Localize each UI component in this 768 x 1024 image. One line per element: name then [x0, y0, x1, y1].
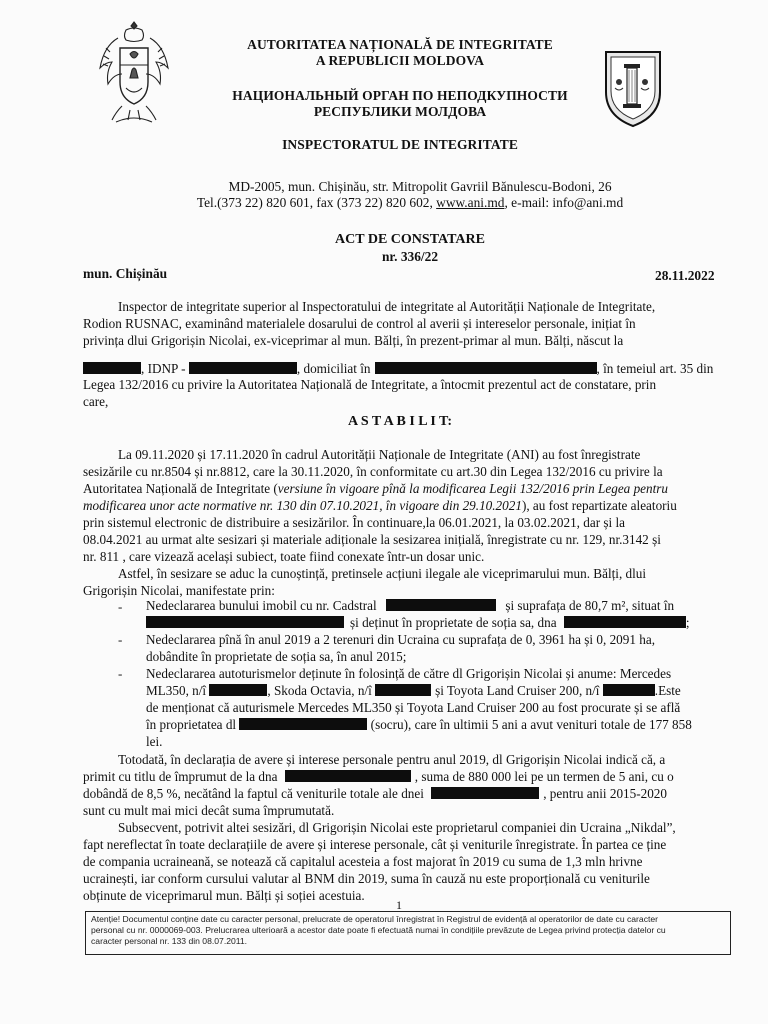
notice-line-3: caracter personal nr. 133 din 08.07.2011. [91, 936, 248, 946]
contacts-email: , e-mail: info@ani.md [504, 195, 624, 210]
p1-line-4: modificarea unor acte normative nr. 130 din 07.10.2021, în vigoare din 29.10.2021), au fost repartizate aleatoriu [83, 498, 677, 513]
p4-line-1: Subsecvent, potrivit altei sesizări, dl Grigorișin Nicolai este proprietarul companiei din Ucraina „Nikdal”, [118, 820, 676, 835]
intro-line-6: care, [83, 394, 109, 409]
bullet-3-line-3: de menționat că auturismele Mercedes ML350 și Toyota Land Cruiser 200 au fost procurate și se află [146, 700, 681, 715]
bullet-dash-1: - [118, 599, 123, 614]
bullet-2-line-1: Nedeclararea pînă în anul 2019 a 2 terenuri din Ucraina cu suprafața de 0, 3961 ha și 0, 2091 ha, [146, 632, 655, 647]
bullet-3-line-5: lei. [146, 734, 163, 749]
p1-line-3: Autoritatea Națională de Integritate (versiune în vigoare pînă la modificarea Legii 132/2016 prin Legea pentru [83, 481, 669, 496]
p3-line-1: Totodată, în declarația de avere și interese personale pentru anul 2019, dl Grigorișin Nicolai indică că, a [118, 752, 666, 767]
p1-line-1: La 09.11.2020 și 17.11.2020 în cadrul Autorității Naționale de Integritate (ANI) au fost înregistrate [118, 447, 641, 462]
bullet-1-line-1: Nedeclararea bunului imobil cu nr. Cadstral și suprafața de 80,7 m², situat în [146, 598, 675, 613]
intro-line-2: Rodion RUSNAC, examinând materialele dosarului de control al averii și intereselor personale, inițiat în [83, 316, 636, 331]
intro-line-1: Inspector de integritate superior al Inspectoratului de integritate al Autorității Naționale de Integritate, [118, 299, 656, 314]
bullet-3-line-4: în proprietatea dl (socru), care în ultimii 5 ani a avut venituri totale de 177 858 [146, 717, 692, 732]
redacted-father-in-law-name [239, 718, 367, 730]
notice-line-1: Atenție! Documentul conține date cu caracter personal, prelucrate de operatorul înregistrat în Registrul de evidență al operatorilor de date cu caracter [91, 914, 659, 924]
notice-line-2: personal cu nr. 0000069-003. Prelucrarea ulterioară a acestor date poate fi efectuată numai în condițiile prevăzute de Legea privind protecția datelor cu [91, 925, 666, 935]
p4-line-5: obținute de viceprimarul mun. Bălți și soției acestuia. [83, 888, 365, 903]
idnp-label: , IDNP - [141, 361, 189, 376]
p4-line-2: fapt nereflectat în toate declarațiile de avere și interese personale, cât și veniturile înregistrate. În partea ce ține [83, 837, 667, 852]
section-stabilit-heading: A S T A B I L I T: [347, 414, 453, 429]
redacted-plate-mercedes [209, 684, 267, 696]
redacted-plate-skoda [375, 684, 431, 696]
website-link[interactable]: www.ani.md [436, 195, 505, 210]
bullet-dash-3: - [118, 666, 123, 681]
org-name-ro-line2: A REPUBLICII MOLDOVA [315, 53, 485, 68]
p3-line-3: dobândă de 8,5 %, necătând la faptul că veniturile totale ale dnei , pentru anii 2015-2020 [83, 786, 667, 801]
redacted-property-location [146, 616, 344, 628]
act-date: 28.11.2022 [655, 268, 715, 283]
p1-line-6: 08.04.2021 au urmat alte sesizari și materiale adiționale la sesizarea inițială, înregistrate cu nr. 129, nr.3142 și [83, 532, 661, 547]
org-name-ru-line1: НАЦИОНАЛЬНЫЙ ОРГАН ПО НЕПОДКУПНОСТИ [232, 88, 568, 103]
org-name-ru-line2: РЕСПУБЛИКИ МОЛДОВА [313, 104, 487, 119]
address-line: MD-2005, mun. Chișinău, str. Mitropolit Gavriil Bănulescu-Bodoni, 26 [228, 179, 612, 194]
p3-line-2: primit cu titlu de împrumut de la dna , suma de 880 000 lei pe un termen de 5 ani, cu o [83, 769, 674, 784]
legal-basis-text: , în temeiul art. 35 din [596, 361, 714, 376]
domicile-label: , domiciliat în [296, 361, 371, 376]
contacts-phone-fax: Tel.(373 22) 820 601, fax (373 22) 820 602, [196, 195, 437, 210]
org-name-ro-line1: AUTORITATEA NAȚIONALĂ DE INTEGRITATE [247, 37, 553, 52]
ani-logo-emblem [603, 48, 663, 128]
bullet-1-line-2: și deținut în proprietate de soția sa, dna ; [146, 615, 724, 632]
p4-line-3: de compania ucraineană, se notează că capitalul acesteia a fost majorat în 2019 cu suma de 1,3 mln hrivne [83, 854, 643, 869]
redacted-lender-name [285, 770, 411, 782]
p3-line-4: sunt cu mult mai mici decât suma împrumutată. [83, 803, 335, 818]
redacted-address [375, 362, 597, 374]
redacted-lender-name-2 [431, 787, 539, 799]
p1-line-5: prin sistemul electronic de distribuire a sesizărilor. În continuare,la 06.01.2021, la 03.02.2021, dar și la [83, 515, 626, 530]
redacted-cadastral-number [386, 599, 496, 611]
page-number: 1 [396, 898, 402, 912]
p2-line-1: Astfel, în sesizare se aduc la cunoștință, pretinsele acțiuni ilegale ale viceprimarului mun. Bălți, dlui [118, 566, 647, 581]
intro-line-4 [83, 360, 748, 377]
bullet-2-line-2: dobândite în proprietate de soția sa, în anul 2015; [146, 649, 407, 664]
intro-line-3: privința dlui Grigorișin Nicolai, ex-viceprimar al mun. Bălți, în prezent-primar al mun. Bălți, născut la [83, 333, 624, 348]
inspectorate-name: INSPECTORATUL DE INTEGRITATE [282, 137, 518, 152]
p2-line-2: Grigorișin Nicolai, manifestate prin: [83, 583, 275, 598]
act-number: nr. 336/22 [381, 249, 439, 264]
redacted-birth-date [83, 362, 141, 374]
contacts-line [130, 195, 690, 211]
bullet-3-line-1: Nedeclararea autoturismelor deținute în folosință de către dl Grigorișin Nicolai și anume: Mercedes [146, 666, 672, 681]
redacted-idnp [189, 362, 297, 374]
law-amendment-note: modificarea unor acte normative nr. 130 din 07.10.2021, în vigoare din 29.10.2021 [83, 498, 522, 513]
p4-line-4: ucrainești, iar conform cursului valutar al BNM din 2019, suma în cauză nu este proporțională cu veniturile [83, 871, 650, 886]
bullet-3-line-2: ML350, n/î , Skoda Octavia, n/î și Toyota Land Cruiser 200, n/î .Este [146, 683, 681, 698]
redacted-plate-toyota [603, 684, 655, 696]
p1-line-2: sesizările cu nr.8504 și nr.8812, care la 30.11.2020, în conformitate cu art.30 din Legea 132/2016 cu privire la [83, 464, 663, 479]
bullet-dash-2: - [118, 632, 123, 647]
law-version-note: versiune în vigoare pînă la modificarea Legii 132/2016 prin Legea pentru [277, 481, 669, 496]
personal-data-notice-box [85, 911, 731, 955]
redacted-spouse-name [564, 616, 686, 628]
intro-line-5: Legea 132/2016 cu privire la Autoritatea Națională de Integritate, a întocmit prezentul act de constatare, prin [83, 377, 657, 392]
p1-line-7: nr. 811 , care vizează același subiect, toate fiind conexate într-un dosar unic. [83, 549, 485, 564]
moldova-coat-of-arms-emblem [96, 18, 172, 126]
act-title: ACT DE CONSTATARE [335, 232, 485, 247]
act-place: mun. Chișinău [83, 266, 168, 281]
